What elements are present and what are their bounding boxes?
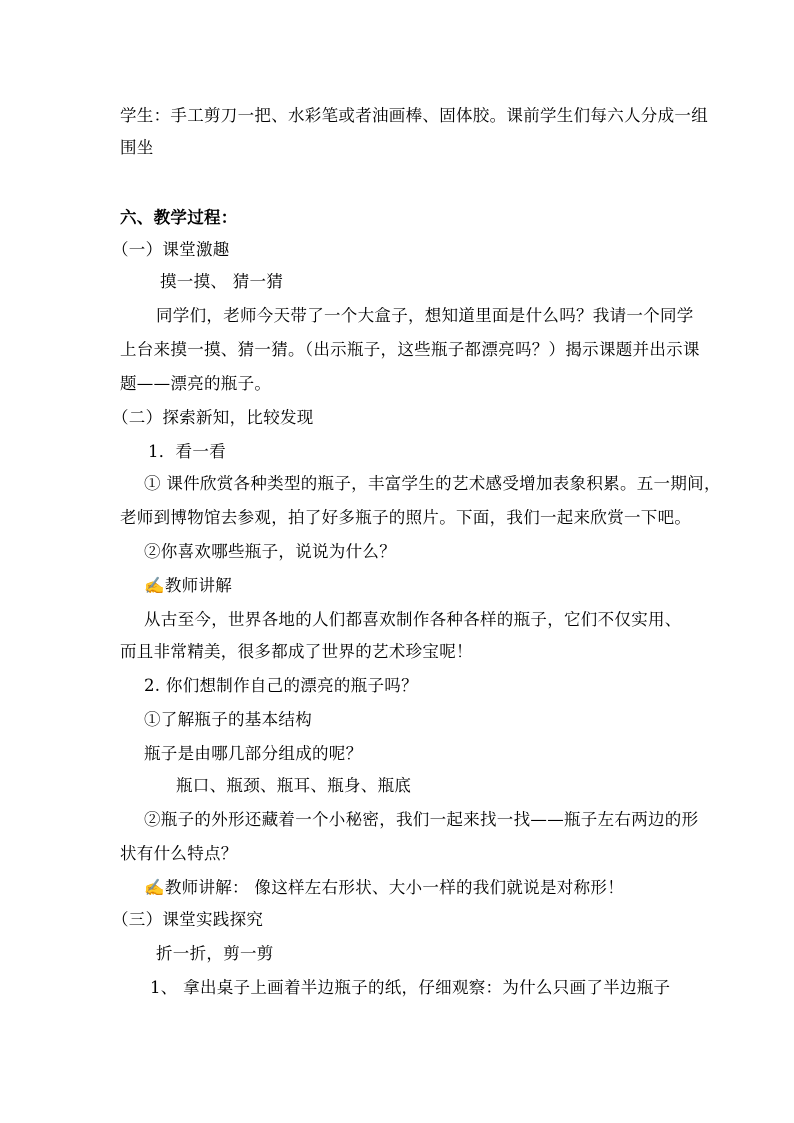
explain-line-2: 而且非常精美，很多都成了世界的艺术珍宝呢！ <box>120 642 473 661</box>
secret-line-1: ②瓶子的外形还藏着一个小秘密，我们一起来找一找——瓶子左右两边的形 <box>144 810 699 829</box>
part1-heading: （一）课堂激趣 <box>112 240 230 259</box>
bottle-parts: 瓶口、瓶颈、瓶耳、瓶身、瓶底 <box>176 776 412 795</box>
teacher-note-1: ✍教师讲解 <box>144 576 233 595</box>
part1-subtitle: 摸一摸、 猜一猜 <box>160 272 284 291</box>
structure-question: 瓶子是由哪几部分组成的呢？ <box>144 744 363 763</box>
part1-para-line-2: 上台来摸一摸、猜一猜。（出示瓶子，这些瓶子都漂亮吗？）揭示课题并出示课 <box>120 340 700 359</box>
part3-step1: 1、 拿出桌子上画着半边瓶子的纸，仔细观察：为什么只画了半边瓶子 <box>150 978 671 997</box>
materials-line-1: 学生：手工剪刀一把、水彩笔或者油画棒、固体胶。课前学生们每六人分成一组 <box>120 106 708 125</box>
part2-item2: ②你喜欢哪些瓶子，说说为什么？ <box>144 542 396 561</box>
part2-heading: （二）探索新知，比较发现 <box>112 408 314 427</box>
part1-para-line-3: 题——漂亮的瓶子。 <box>120 374 272 393</box>
structure-heading: ①了解瓶子的基本结构 <box>144 710 312 729</box>
section-heading: 六、教学过程： <box>120 208 238 227</box>
part2-step2: 2. 你们想制作自己的漂亮的瓶子吗？ <box>144 676 418 695</box>
teacher-note-2: ✍教师讲解： 像这样左右形状、大小一样的我们就说是对称形！ <box>144 878 624 897</box>
part3-subtitle: 折一折，剪一剪 <box>156 944 274 963</box>
part1-para-line-1: 同学们，老师今天带了一个大盒子，想知道里面是什么吗？我请一个同学 <box>156 306 694 325</box>
part2-item1-line-2: 老师到博物馆去参观，拍了好多瓶子的照片。下面，我们一起来欣赏一下吧。 <box>120 508 692 527</box>
secret-line-2: 状有什么特点？ <box>120 844 238 863</box>
part3-heading: （三）课堂实践探究 <box>112 910 264 929</box>
materials-line-2: 围坐 <box>120 138 154 157</box>
explain-line-1: 从古至今，世界各地的人们都喜欢制作各种各样的瓶子，它们不仅实用、 <box>144 610 682 629</box>
part2-step1: 1．看一看 <box>148 442 226 461</box>
part2-item1-line-1: ① 课件欣赏各种类型的瓶子，丰富学生的艺术感受增加表象积累。五一期间， <box>144 474 721 493</box>
